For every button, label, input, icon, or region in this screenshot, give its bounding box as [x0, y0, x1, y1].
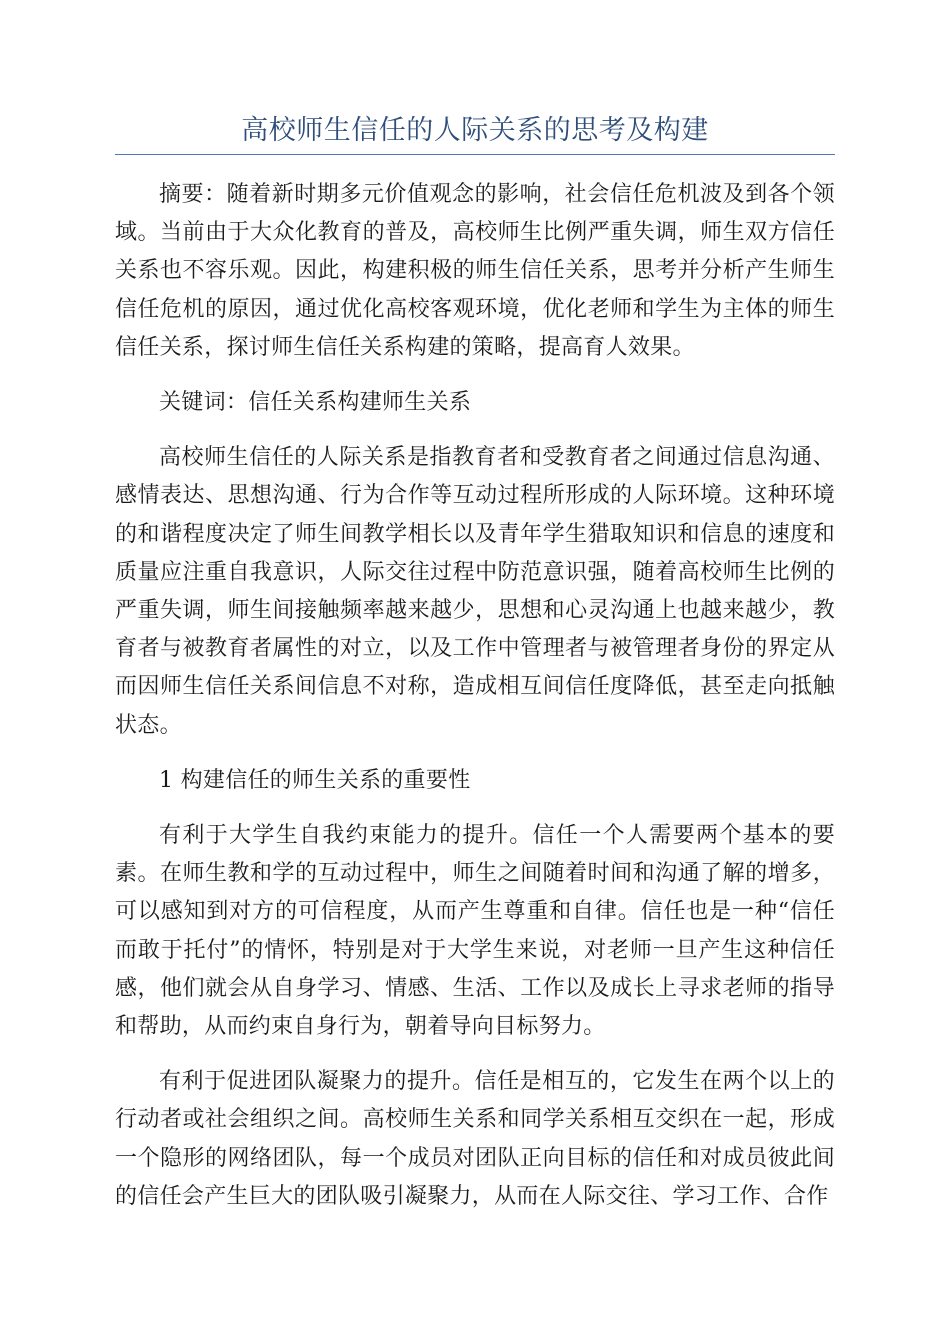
- abstract-paragraph: 摘要：随着新时期多元价值观念的影响，社会信任危机波及到各个领域。当前由于大众化教育的普及，高校师生比例严重失调，师生双方信任关系也不容乐观。因此，构建积极的师生信任关系，思考并分析产生师生信任危机的原因，通过优化高校客观环境，优化老师和学生为主体的师生信任关系，探讨师生信任关系构建的策略，提高育人效果。: [115, 182, 835, 360]
- body-paragraph: 有利于促进团队凝聚力的提升。信任是相互的，它发生在两个以上的行动者或社会组织之间。高校师生关系和同学关系相互交织在一起，形成一个隐形的网络团队，每一个成员对团队正向目标的信任和对成员彼此间的信任会产生巨大的团队吸引凝聚力，从而在人际交往、学习工作、合作: [115, 1069, 835, 1209]
- body-paragraph: 高校师生信任的人际关系是指教育者和受教育者之间通过信息沟通、感情表达、思想沟通、行为合作等互动过程所形成的人际环境。这种环境的和谐程度决定了师生间教学相长以及青年学生猎取知识和信息的速度和质量应注重自我意识，人际交往过程中防范意识强，随着高校师生比例的严重失调，师生间接触频率越来越少，思想和心灵沟通上也越来越少，教育者与被教育者属性的对立，以及工作中管理者与被管理者身份的界定从而因师生信任关系间信息不对称，造成相互间信任度降低，甚至走向抵触状态。: [115, 445, 835, 738]
- keywords-paragraph: 关键词：信任关系构建师生关系: [159, 390, 472, 416]
- document-body: [115, 176, 835, 1233]
- section-heading: 1 构建信任的师生关系的重要性: [159, 767, 471, 793]
- title-underline: [115, 154, 835, 155]
- body-paragraph: 有利于大学生自我约束能力的提升。信任一个人需要两个基本的要素。在师生教和学的互动过程中，师生之间随着时间和沟通了解的增多，可以感知到对方的可信程度，从而产生尊重和自律。信任也是一种“信任而敢于托付”的情怀，特别是对于大学生来说，对老师一旦产生这种信任感，他们就会从自身学习、情感、生活、工作以及成长上寻求老师的指导和帮助，从而约束自身行为，朝着导向目标努力。: [115, 823, 835, 1040]
- document-title: 高校师生信任的人际关系的思考及构建: [241, 115, 709, 146]
